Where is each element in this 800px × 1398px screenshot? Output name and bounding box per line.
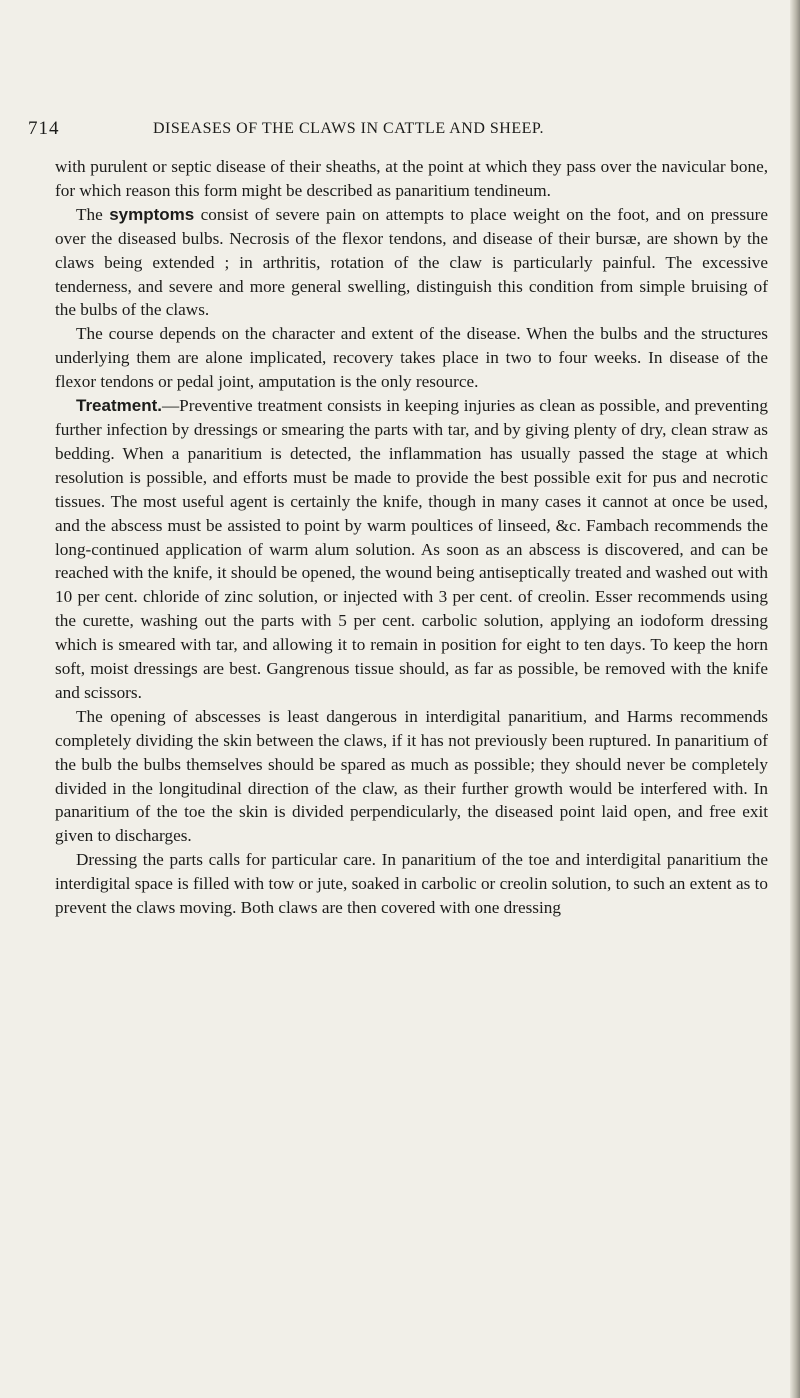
paragraph-abscesses: The opening of abscesses is least dangerous in interdigital panaritium, and Harms recommends completely dividing the skin between the claws, if it has not previously been ruptured. In panaritium of the bulb the bulbs themselves should be spared as much as possible; they should never be completely divided in the longitudinal direction of the claw, as their further growth would be interfered with. In panaritium of the toe the skin is divided perpendicularly, the diseased point laid open, and free exit given to discharges. — [55, 706, 768, 846]
paragraph-body: —Preventive treatment consists in keeping injuries as clean as possible, and preventing further infection by dressings or smearing the parts with tar, and by giving plenty of dry, clean straw as bedding. When a panaritium is detected, the inflammation has usually passed the stage at which resolution is possible, and efforts must be made to provide the best possible exit for pus and necrotic tissues. The most useful agent is certainly the knife, though in many cases it cannot at once be used, and the abscess must be assisted to point by warm poultices of linseed, &c. Fambach recommends the long-continued application of warm alum solution. As soon as an abscess is discovered, and can be reached with the knife, it should be opened, the wound being antiseptically treated and washed out with 10 per cent. chloride of zinc solution, or injected with 3 per cent. of creolin. Esser recommends using the curette, washing out the parts with 5 per cent. carbolic solution, applying an iodoform dressing which is smeared with tar, and allowing it to remain in position for eight to ten days. To keep the horn soft, moist dressings are best. Gangrenous tissue should, as far as possible, be removed with the knife and scissors. — [55, 396, 768, 702]
paragraph-body: consist of severe pain on attempts to place weight on the foot, and on pressure over the diseased bulbs. Necrosis of the flexor tendons, and disease of their bursæ, are shown by the claws being extended ; in arthritis, rotation of the claw is particularly painful. The excessive tenderness, and severe and more general swelling, distinguish this condition from simple bruising of the bulbs of the claws. — [55, 204, 768, 320]
body-text — [55, 155, 768, 920]
page-header — [28, 118, 788, 146]
paragraph-continuation: with purulent or septic disease of their sheaths, at the point at which they pass over the navicular bone, for which reason this form might be described as panaritium tendineum. — [55, 157, 768, 200]
running-head: DISEASES OF THE CLAWS IN CATTLE AND SHEEP. — [153, 120, 544, 137]
paragraph-course: The course depends on the character and extent of the disease. When the bulbs and the structures underlying them are alone implicated, recovery takes place in two to four weeks. In disease of the flexor tendons or pedal joint, amputation is the only resource. — [55, 324, 768, 392]
paragraph-lead: The — [76, 204, 110, 224]
paragraph-symptoms — [55, 203, 768, 323]
keyword-treatment: Treatment. — [76, 396, 162, 416]
keyword-symptoms: symptoms — [109, 204, 195, 224]
page-number: 714 — [28, 118, 60, 139]
paragraph-treatment — [55, 394, 768, 705]
paragraph-dressing: Dressing the parts calls for particular care. In panaritium of the toe and interdigital panaritium the interdigital space is filled with tow or jute, soaked in carbolic or creolin solution, to such an extent as to prevent the claws moving. Both claws are then covered with one dressing — [55, 850, 768, 918]
page-edge-shadow — [790, 0, 800, 1398]
